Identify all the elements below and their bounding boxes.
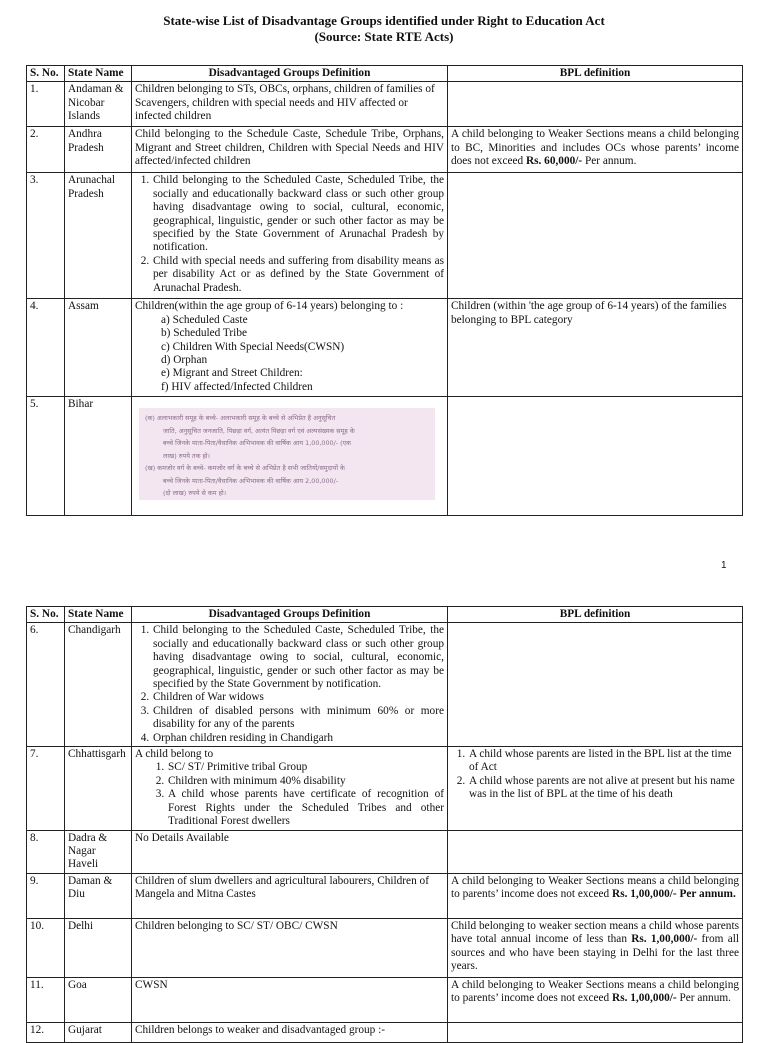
list-item: 1. Child belonging to the Scheduled Caste, Scheduled Tribe, the socially and educationally backward class or such other group having disadvantage owing to social, cultural, economic, geographical, linguistic, gender or such other factor as may be specified by the State Government of Arunachal Pradesh by notification. bbox=[152, 174, 444, 254]
table-row bbox=[27, 873, 743, 918]
header-state: State Name bbox=[65, 66, 132, 82]
row-sno: 9. bbox=[27, 873, 65, 918]
list-item: 3. Children of disabled persons with minimum 60% or more disability for any of the parents bbox=[152, 705, 444, 732]
list-item: e) Migrant and Street Children: bbox=[161, 367, 303, 380]
bpl-amount: Rs. 1,00,000/- bbox=[612, 992, 677, 1005]
table-row bbox=[27, 127, 743, 173]
table-row bbox=[27, 299, 743, 397]
row-sno: 10. bbox=[27, 918, 65, 977]
table-row bbox=[27, 918, 743, 977]
bpl-text-end: Per annum. bbox=[676, 992, 731, 1005]
rte-table-page-2 bbox=[26, 606, 743, 1043]
row-sno: 7. bbox=[27, 747, 65, 830]
bpl-text: A child belonging to Weaker Sections means a child belonging to parents’ income does not exceed bbox=[451, 874, 739, 901]
list-item: 2. Child with special needs and suffering from disability means as per disability Act or as defined by the State Government of Arunachal Pradesh. bbox=[152, 255, 444, 295]
table-row bbox=[27, 173, 743, 299]
table-row bbox=[27, 747, 743, 830]
row-bpl bbox=[448, 830, 743, 873]
row-sno: 6. bbox=[27, 623, 65, 747]
row-state: Goa bbox=[65, 977, 132, 1022]
list-item: c) Children With Special Needs(CWSN) bbox=[161, 340, 345, 353]
bpl-text: A child belonging to Weaker Sections means a child belonging to BC, Minorities and includes OCs whose parents’ income does not exceed bbox=[451, 128, 739, 168]
hindi-line: (दो लाख) रुपये से कम हो। bbox=[163, 489, 227, 498]
hindi-scanned-excerpt bbox=[139, 408, 435, 500]
list-item: 1. Child belonging to the Scheduled Caste, Scheduled Tribe, the socially and educationally backward class or such other group having disadvantage owing to social, cultural, economic, geographical, linguistic, gender or such other factor as may be specified by the State Government by notification. bbox=[152, 624, 444, 691]
hindi-line: (क) अलाभकारी समूह के बच्चे- अलाभकारी समूह के बच्चे से अभिप्रेत है अनुसूचित bbox=[145, 414, 336, 423]
row-sno: 5. bbox=[27, 397, 65, 516]
row-bpl bbox=[448, 127, 743, 173]
row-bpl bbox=[448, 918, 743, 977]
row-sno: 2. bbox=[27, 127, 65, 173]
row-state: Gujarat bbox=[65, 1022, 132, 1042]
row-state: Chandigarh bbox=[65, 623, 132, 747]
table-header-row bbox=[27, 66, 743, 82]
list-item: 4. Orphan children residing in Chandigarh bbox=[152, 732, 444, 745]
row-state: Daman & Diu bbox=[65, 873, 132, 918]
table-row bbox=[27, 397, 743, 516]
header-sno: S. No. bbox=[27, 66, 65, 82]
list-item: a) Scheduled Caste bbox=[161, 313, 248, 326]
row-definition bbox=[132, 173, 448, 299]
table-row bbox=[27, 623, 743, 747]
list-item: 2. Children of War widows bbox=[152, 691, 444, 704]
row-sno: 1. bbox=[27, 82, 65, 127]
document-subtitle: (Source: State RTE Acts) bbox=[314, 29, 454, 44]
row-definition bbox=[132, 397, 448, 516]
row-definition: Children belonging to SC/ ST/ OBC/ CWSN bbox=[132, 918, 448, 977]
bpl-amount: Rs. 1,00,000/- Per annum. bbox=[612, 888, 736, 901]
definition-list bbox=[135, 761, 444, 828]
row-definition: Child belonging to the Schedule Caste, Schedule Tribe, Orphans, Migrant and Street children, Children with Special Needs and HIV affected/infected children bbox=[132, 127, 448, 173]
definition-list bbox=[135, 174, 444, 295]
definition-list bbox=[135, 314, 444, 394]
table-row bbox=[27, 1022, 743, 1042]
row-sno: 12. bbox=[27, 1022, 65, 1042]
row-definition bbox=[132, 299, 448, 397]
row-bpl bbox=[448, 82, 743, 127]
header-state: State Name bbox=[65, 607, 132, 623]
bpl-text: Child belonging to weaker section means a child whose parents have total annual income of less than bbox=[451, 919, 739, 946]
table-row bbox=[27, 82, 743, 127]
bpl-text-end: from all sources and who have been staying in Delhi for the last three years. bbox=[451, 933, 739, 972]
rte-table-page-1 bbox=[26, 65, 743, 516]
list-item: 1. A child whose parents are listed in the BPL list at the time of Act bbox=[468, 748, 739, 775]
hindi-line: बच्चे जिनके माता-पिता/वैधानिक अभिभावक की वार्षिक आय 2,00,000/- bbox=[163, 476, 339, 485]
row-state: Andaman & Nicobar Islands bbox=[65, 82, 132, 127]
row-bpl bbox=[448, 173, 743, 299]
row-state: Assam bbox=[65, 299, 132, 397]
row-bpl bbox=[448, 747, 743, 830]
bpl-amount: Rs. 1,00,000/- bbox=[631, 933, 698, 946]
row-state: Bihar bbox=[65, 397, 132, 516]
row-sno: 8. bbox=[27, 830, 65, 873]
list-item: 2. Children with minimum 40% disability bbox=[167, 775, 444, 788]
row-sno: 4. bbox=[27, 299, 65, 397]
definition-intro: A child belong to bbox=[135, 748, 214, 761]
row-bpl bbox=[448, 1022, 743, 1042]
row-definition: Children of slum dwellers and agricultural labourers, Children of Mangela and Mitna Castes bbox=[132, 873, 448, 918]
header-definition: Disadvantaged Groups Definition bbox=[132, 607, 448, 623]
list-item: 3. A child whose parents have certificate of recognition of Forest Rights under the Scheduled Tribes and other Traditional Forest dwellers bbox=[167, 788, 444, 828]
row-definition: Children belonging to STs, OBCs, orphans, children of families of Scavengers, children with special needs and HIV affected or infected children bbox=[132, 82, 448, 127]
header-bpl: BPL definition bbox=[448, 607, 743, 623]
row-bpl bbox=[448, 397, 743, 516]
table-row bbox=[27, 830, 743, 873]
definition-intro: Children(within the age group of 6-14 years) belonging to : bbox=[135, 300, 404, 313]
hindi-line: जाति, अनुसूचित जनजाति, पिछड़ा वर्ग, अत्यंत पिछड़ा वर्ग एवं अल्पसंख्यक समूह के bbox=[163, 426, 355, 435]
list-item: b) Scheduled Tribe bbox=[161, 327, 247, 340]
row-state: Andhra Pradesh bbox=[65, 127, 132, 173]
row-definition: No Details Available bbox=[132, 830, 448, 873]
row-bpl bbox=[448, 873, 743, 918]
row-definition: CWSN bbox=[132, 977, 448, 1022]
hindi-line: लाख) रुपये तक हो। bbox=[163, 451, 210, 460]
list-item: 1. SC/ ST/ Primitive tribal Group bbox=[167, 761, 444, 774]
row-definition bbox=[132, 623, 448, 747]
header-bpl: BPL definition bbox=[448, 66, 743, 82]
document-title: State-wise List of Disadvantage Groups identified under Right to Education Act bbox=[163, 13, 605, 28]
row-sno: 3. bbox=[27, 173, 65, 299]
list-item: 2. A child whose parents are not alive at present but his name was in the list of BPL at the time of his death bbox=[468, 775, 739, 802]
row-bpl bbox=[448, 623, 743, 747]
row-bpl: Children (within 'the age group of 6-14 years) of the families belonging to BPL category bbox=[448, 299, 743, 397]
hindi-line: बच्चे जिनके माता-पिता/वैधानिक अभिभावक की वार्षिक आय 1,00,000/- (एक bbox=[163, 439, 352, 448]
row-definition bbox=[132, 747, 448, 830]
bpl-text: A child belonging to Weaker Sections means a child belonging to parents’ income does not exceed bbox=[451, 978, 739, 1005]
bpl-list bbox=[451, 748, 739, 802]
page-number: 1 bbox=[721, 560, 727, 571]
header-definition: Disadvantaged Groups Definition bbox=[132, 66, 448, 82]
row-state: Arunachal Pradesh bbox=[65, 173, 132, 299]
definition-list bbox=[135, 624, 444, 745]
header-sno: S. No. bbox=[27, 607, 65, 623]
table-row bbox=[27, 977, 743, 1022]
bpl-amount: Rs. 60,000/- bbox=[525, 155, 583, 168]
row-sno: 11. bbox=[27, 977, 65, 1022]
bpl-text-end: Per annum. bbox=[582, 155, 637, 168]
row-state: Delhi bbox=[65, 918, 132, 977]
list-item: f) HIV affected/Infected Children bbox=[161, 380, 313, 393]
row-state: Dadra & Nagar Haveli bbox=[65, 830, 132, 873]
table-header-row bbox=[27, 607, 743, 623]
hindi-line: (ख) कमजोर वर्ग के बच्चे- कमजोर वर्ग के बच्चे से अभिप्रेत है सभी जातियों/समुदायों के bbox=[145, 464, 345, 473]
row-definition: Children belongs to weaker and disadvantaged group :- bbox=[132, 1022, 448, 1042]
list-item: d) Orphan bbox=[161, 354, 208, 367]
row-bpl bbox=[448, 977, 743, 1022]
row-state: Chhattisgarh bbox=[65, 747, 132, 830]
